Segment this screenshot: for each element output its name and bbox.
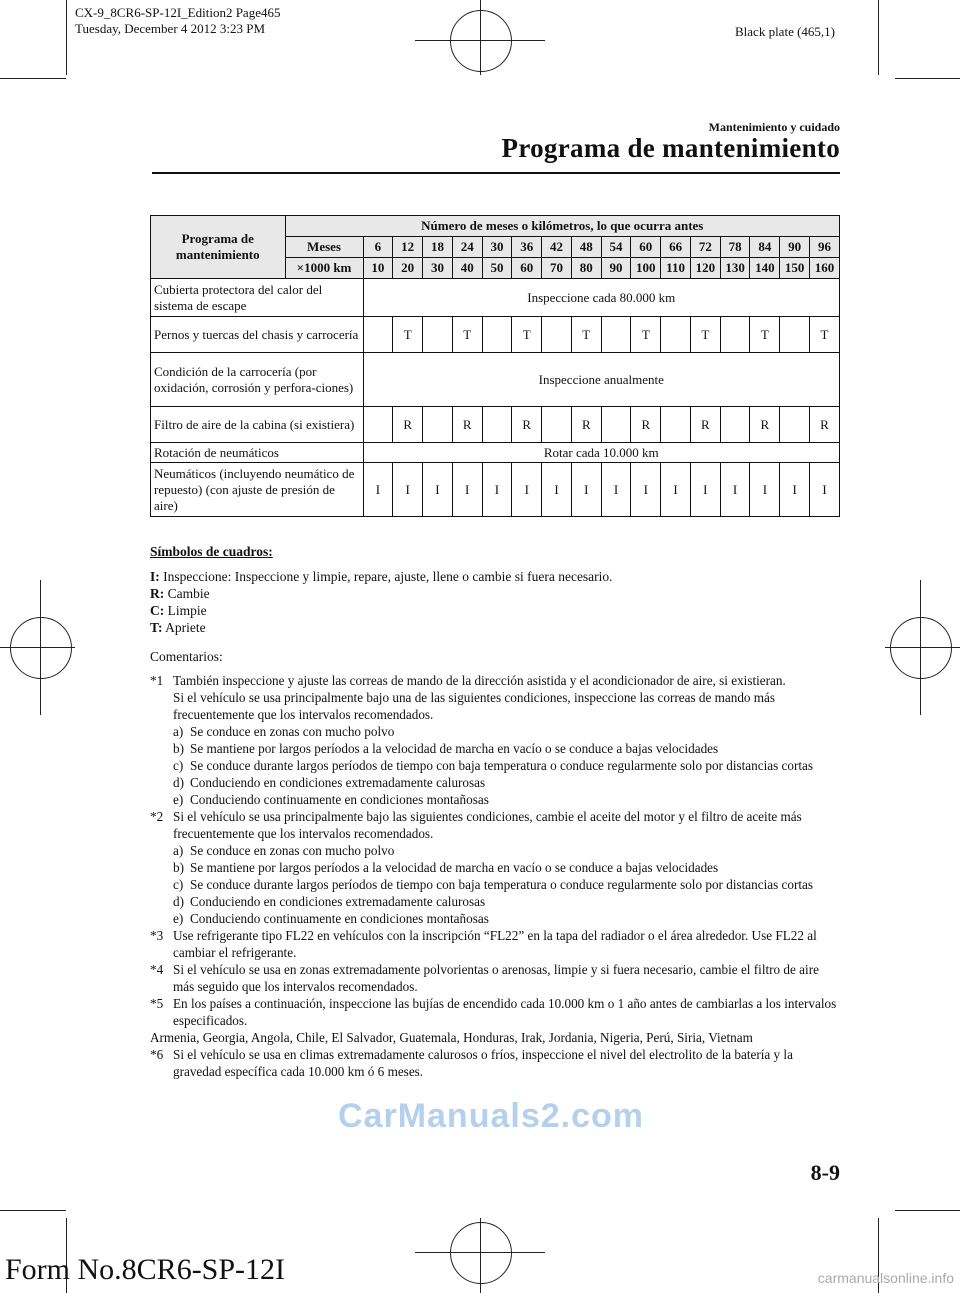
table-cell	[423, 407, 453, 443]
legend-key: I:	[150, 569, 160, 584]
table-cell: 150	[780, 258, 810, 279]
table-cell: I	[542, 463, 572, 517]
condition-list	[150, 842, 840, 927]
table-cell: T	[750, 317, 780, 353]
table-cell: 30	[423, 258, 453, 279]
table-cell: T	[512, 317, 542, 353]
note-2	[150, 808, 840, 842]
condition-text: Conduciendo continuamente en condiciones montañosas	[190, 792, 489, 807]
table-cell: 70	[542, 258, 572, 279]
condition-key: b)	[173, 860, 184, 875]
condition-key: e)	[173, 792, 184, 807]
table-cell: R	[631, 407, 661, 443]
table-cell	[482, 407, 512, 443]
table-cell: 12	[393, 237, 423, 258]
table-cell: I	[571, 463, 601, 517]
condition-text: Conduciendo en condiciones extremadamente calurosas	[190, 775, 486, 790]
registration-mark-icon	[450, 10, 512, 72]
condition-item	[150, 893, 840, 910]
table-cell: 96	[810, 237, 840, 258]
crop-mark	[0, 1210, 66, 1211]
crop-mark	[66, 0, 67, 75]
note-text: También inspeccione y ajuste las correas de mando de la dirección asistida y el acondicionador de aire, si existieran.	[173, 673, 786, 688]
table-cell: I	[363, 463, 393, 517]
table-cell: 72	[690, 237, 720, 258]
table-cell	[542, 317, 572, 353]
table-cell	[482, 317, 512, 353]
legend-text: Inspeccione: Inspeccione y limpie, repare, ajuste, llene o cambie si fuera necesario.	[163, 569, 613, 584]
table-cell: 60	[631, 237, 661, 258]
row-item: Rotación de neumáticos	[151, 443, 364, 463]
km-label: ×1000 km	[285, 258, 363, 279]
legend-text: Cambie	[167, 586, 210, 601]
condition-key: c)	[173, 758, 184, 773]
maintenance-schedule-table	[150, 215, 840, 517]
registration-mark-icon	[0, 647, 75, 648]
table-cell: I	[810, 463, 840, 517]
table-cell: 90	[601, 258, 631, 279]
note-number: *5	[150, 996, 164, 1011]
page-number: 8-9	[810, 1160, 840, 1185]
table-cell	[363, 407, 393, 443]
condition-item	[150, 876, 840, 893]
table-cell: 140	[750, 258, 780, 279]
table-cell	[363, 317, 393, 353]
row-item: Filtro de aire de la cabina (si existiera)	[151, 407, 364, 443]
table-cell: I	[601, 463, 631, 517]
table-cell: 100	[631, 258, 661, 279]
months-label: Meses	[285, 237, 363, 258]
note-text: Si el vehículo se usa en climas extremadamente calurosos o fríos, inspeccione el nivel del electrolito de la batería y la gravedad específica cada 10.000 km ó 6 meses.	[173, 1047, 793, 1079]
table-cell	[661, 407, 691, 443]
table-cell: 24	[452, 237, 482, 258]
row-item: Pernos y tuercas del chasis y carrocería	[151, 317, 364, 353]
condition-item	[150, 723, 840, 740]
row-span: Inspeccione cada 80.000 km	[363, 279, 839, 317]
table-row	[151, 279, 840, 317]
table-cell: R	[690, 407, 720, 443]
table-cell: I	[393, 463, 423, 517]
table-cell	[423, 317, 453, 353]
table-cell: I	[631, 463, 661, 517]
table-cell: 50	[482, 258, 512, 279]
note-1	[150, 672, 840, 723]
condition-text: Conduciendo continuamente en condiciones montañosas	[190, 911, 489, 926]
table-cell: R	[393, 407, 423, 443]
note-text: Si el vehículo se usa principalmente bajo una de las siguientes condiciones, inspeccione las correas de mando más frecuentemente que los intervalos recomendados.	[173, 690, 776, 722]
note-number: *2	[150, 809, 164, 824]
table-cell: 36	[512, 237, 542, 258]
table-cell: 130	[720, 258, 750, 279]
registration-mark-icon	[10, 617, 72, 679]
table-cell: 48	[571, 237, 601, 258]
row-span: Rotar cada 10.000 km	[363, 443, 839, 463]
table-cell: 20	[393, 258, 423, 279]
site-watermark: carmanualsonline.info	[817, 1270, 954, 1286]
table-cell: R	[512, 407, 542, 443]
registration-mark-icon	[885, 647, 960, 648]
condition-text: Se conduce en zonas con mucho polvo	[190, 843, 395, 858]
table-cell: 6	[363, 237, 393, 258]
table-cell: 80	[571, 258, 601, 279]
table-cell: 30	[482, 237, 512, 258]
title-rule	[152, 172, 840, 174]
note-6	[150, 1046, 840, 1080]
table-row	[151, 463, 840, 517]
registration-mark-icon	[480, 0, 481, 75]
form-number: Form No.8CR6-SP-12I	[5, 1253, 286, 1286]
table-cell: R	[750, 407, 780, 443]
condition-key: d)	[173, 894, 184, 909]
table-cell: R	[571, 407, 601, 443]
row-item: Condición de la carrocería (por oxidación, corrosión y perfora-ciones)	[151, 353, 364, 407]
watermark: CarManuals2.com	[338, 1097, 644, 1135]
registration-mark-icon	[920, 580, 921, 715]
table-cell: I	[512, 463, 542, 517]
registration-mark-icon	[480, 1218, 481, 1293]
row-span: Inspeccione anualmente	[363, 353, 839, 407]
crop-mark	[895, 78, 960, 79]
condition-key: c)	[173, 877, 184, 892]
condition-item	[150, 757, 840, 774]
note-number: *3	[150, 928, 164, 943]
legend-key: C:	[150, 603, 165, 618]
crop-mark	[0, 78, 66, 79]
table-cell	[720, 317, 750, 353]
table-cell: I	[423, 463, 453, 517]
table-row	[151, 443, 840, 463]
condition-key: e)	[173, 911, 184, 926]
page-title: Programa de mantenimiento	[501, 133, 840, 163]
registration-mark-icon	[40, 580, 41, 715]
comments-heading: Comentarios:	[150, 649, 223, 664]
table-row	[151, 353, 840, 407]
table-cell: 18	[423, 237, 453, 258]
table-cell: I	[720, 463, 750, 517]
table-corner-header: Programa de mantenimiento	[151, 216, 286, 279]
condition-key: a)	[173, 724, 184, 739]
condition-item	[150, 774, 840, 791]
note-number: *6	[150, 1047, 164, 1062]
row-item: Cubierta protectora del calor del sistema de escape	[151, 279, 364, 317]
table-cell	[661, 317, 691, 353]
legend-key: T:	[150, 620, 163, 635]
condition-list	[150, 723, 840, 808]
condition-item	[150, 740, 840, 757]
crop-mark	[895, 1210, 960, 1211]
country-list: Armenia, Georgia, Angola, Chile, El Salvador, Guatemala, Honduras, Irak, Jordania, Nigeria, Perú, Siria, Vietnam	[150, 1030, 753, 1045]
legend-item	[150, 568, 840, 585]
condition-text: Conduciendo en condiciones extremadamente calurosas	[190, 894, 486, 909]
legend-text: Limpie	[167, 603, 207, 618]
table-cell: 42	[542, 237, 572, 258]
section-label: Mantenimiento y cuidado	[708, 120, 840, 134]
table-cell: T	[571, 317, 601, 353]
group-header: Número de meses o kilómetros, lo que ocurra antes	[285, 216, 840, 237]
plate-label: Black plate (465,1)	[735, 24, 835, 39]
condition-text: Se conduce durante largos períodos de tiempo con baja temperatura o conduce regularmente solo por distancias cortas	[190, 758, 814, 773]
legend-item	[150, 602, 840, 619]
table-cell	[601, 317, 631, 353]
table-cell: 66	[661, 237, 691, 258]
table-cell	[780, 407, 810, 443]
table-cell: I	[690, 463, 720, 517]
table-cell: 84	[750, 237, 780, 258]
legend-key: R:	[150, 586, 165, 601]
table-cell: I	[780, 463, 810, 517]
table-row	[151, 317, 840, 353]
slug-line-1: CX-9_8CR6-SP-12I_Edition2 Page465	[75, 5, 281, 20]
note-number: *4	[150, 962, 164, 977]
table-row	[151, 407, 840, 443]
note-text: Si el vehículo se usa en zonas extremadamente polvorientas o arenosas, limpie y si fuera necesario, cambie el filtro de aire más seguido que los intervalos recomendados.	[173, 962, 819, 994]
table-cell: 10	[363, 258, 393, 279]
table-cell: 60	[512, 258, 542, 279]
table-cell: I	[452, 463, 482, 517]
table-cell: T	[631, 317, 661, 353]
legend-item	[150, 619, 840, 636]
registration-mark-icon	[890, 617, 952, 679]
condition-text: Se mantiene por largos períodos a la velocidad de marcha en vacío o se conduce a bajas velocidades	[190, 860, 719, 875]
condition-key: a)	[173, 843, 184, 858]
note-text: En los países a continuación, inspeccione las bujías de encendido cada 10.000 km o 1 año antes de cambiarlas a los intervalos especificados.	[173, 996, 837, 1028]
condition-item	[150, 859, 840, 876]
registration-mark-icon	[415, 40, 545, 41]
note-text: Use refrigerante tipo FL22 en vehículos con la inscripción “FL22” en la tapa del radiador o el área alrededor. Use FL22 al cambiar el refrigerante.	[173, 928, 817, 960]
table-cell: 110	[661, 258, 691, 279]
table-cell	[720, 407, 750, 443]
row-item: Neumáticos (incluyendo neumático de repuesto) (con ajuste de presión de aire)	[151, 463, 364, 517]
table-cell	[601, 407, 631, 443]
table-cell: 120	[690, 258, 720, 279]
condition-text: Se conduce durante largos períodos de tiempo con baja temperatura o conduce regularmente solo por distancias cortas	[190, 877, 814, 892]
symbols-legend	[150, 543, 840, 636]
table-cell: T	[690, 317, 720, 353]
condition-item	[150, 791, 840, 808]
symbols-heading: Símbolos de cuadros:	[150, 544, 273, 559]
note-number: *1	[150, 673, 164, 688]
table-cell: 90	[780, 237, 810, 258]
table-cell: T	[393, 317, 423, 353]
comments-list	[150, 672, 840, 1080]
condition-item	[150, 910, 840, 927]
print-slug	[75, 5, 280, 37]
legend-item	[150, 585, 840, 602]
condition-key: d)	[173, 775, 184, 790]
note-3	[150, 927, 840, 961]
table-cell: T	[810, 317, 840, 353]
table-cell: T	[452, 317, 482, 353]
registration-mark-icon	[415, 1252, 545, 1253]
note-text: Si el vehículo se usa principalmente bajo las siguientes condiciones, cambie el aceite del motor y el filtro de aceite más frecuentemente que los intervalos recomendados.	[173, 809, 802, 841]
table-cell: I	[482, 463, 512, 517]
table-cell: I	[750, 463, 780, 517]
note-4	[150, 961, 840, 995]
table-cell: 160	[810, 258, 840, 279]
condition-item	[150, 842, 840, 859]
table-cell: I	[661, 463, 691, 517]
condition-text: Se conduce en zonas con mucho polvo	[190, 724, 395, 739]
table-cell: 40	[452, 258, 482, 279]
registration-mark-icon	[450, 1222, 512, 1284]
crop-mark	[878, 0, 879, 75]
condition-text: Se mantiene por largos períodos a la velocidad de marcha en vacío o se conduce a bajas velocidades	[190, 741, 719, 756]
table-cell: 54	[601, 237, 631, 258]
table-cell: R	[810, 407, 840, 443]
table-cell	[542, 407, 572, 443]
note-5	[150, 995, 840, 1029]
table-cell	[780, 317, 810, 353]
slug-line-2: Tuesday, December 4 2012 3:23 PM	[75, 21, 266, 36]
legend-text: Apriete	[165, 620, 206, 635]
table-cell: R	[452, 407, 482, 443]
table-cell: 78	[720, 237, 750, 258]
condition-key: b)	[173, 741, 184, 756]
